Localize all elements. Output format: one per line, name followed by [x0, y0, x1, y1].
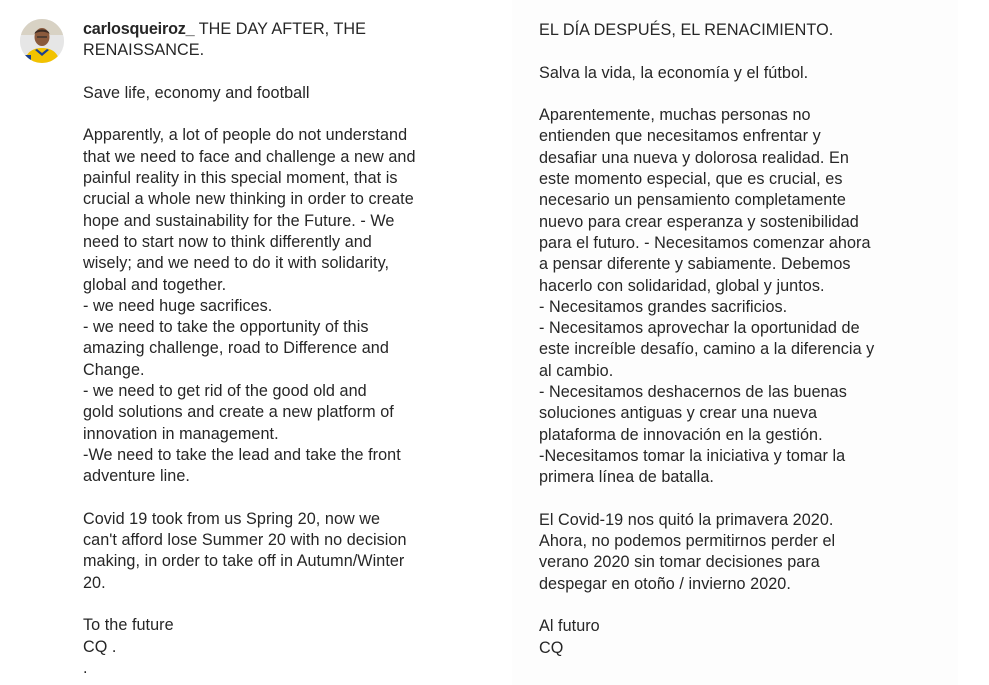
- text-line: plataforma de innovación en la gestión.: [539, 425, 823, 444]
- text-line: al cambio.: [539, 361, 614, 380]
- text-line: -We need to take the lead and take the front: [83, 445, 401, 464]
- text-line: verano 2020 sin tomar decisiones para: [539, 553, 820, 572]
- text-line: para el futuro. - Necesitamos comenzar ahora: [539, 233, 871, 252]
- english-caption-text: [83, 19, 461, 679]
- text-line: Save life, economy and football: [83, 83, 310, 102]
- text-line: gold solutions and create a new platform of: [83, 403, 394, 422]
- text-line: desafiar una nueva y dolorosa realidad. En: [539, 148, 849, 167]
- text-line: painful reality in this special moment, that is: [83, 169, 398, 188]
- text-line: - Necesitamos deshacernos de las buenas: [539, 383, 847, 402]
- text-line: Salva la vida, la economía y el fútbol.: [539, 63, 809, 82]
- right-margin: [958, 0, 989, 685]
- profile-avatar-icon: [20, 19, 64, 63]
- text-line: 20.: [83, 573, 106, 592]
- text-line: - Necesitamos grandes sacrificios.: [539, 297, 788, 316]
- text-line: - we need huge sacrifices.: [83, 296, 273, 315]
- text-line: Aparentemente, muchas personas no: [539, 106, 811, 125]
- text-line: adventure line.: [83, 467, 190, 486]
- text-line: crucial a whole new thinking in order to create: [83, 190, 414, 209]
- text-line: -Necesitamos tomar la iniciativa y tomar la: [539, 446, 846, 465]
- text-line: - Necesitamos aprovechar la oportunidad de: [539, 319, 860, 338]
- text-line: [539, 489, 939, 510]
- text-line: despegar en otoño / invierno 2020.: [539, 574, 791, 593]
- text-line: [539, 41, 939, 62]
- text-line: Covid 19 took from us Spring 20, now we: [83, 509, 381, 528]
- text-line: .: [83, 658, 88, 677]
- text-line: [539, 84, 939, 105]
- text-line: primera línea de batalla.: [539, 468, 714, 487]
- text-line: hacerlo con solidaridad, global y juntos.: [539, 276, 825, 295]
- text-line: wisely; and we need to do it with solidarity,: [83, 254, 390, 273]
- text-line: nuevo para crear esperanza y sostenibilidad: [539, 212, 859, 231]
- text-line: innovation in management.: [83, 424, 279, 443]
- panel-divider: [500, 0, 512, 685]
- profile-avatar[interactable]: [20, 19, 64, 63]
- text-line: that we need to face and challenge a new and: [83, 147, 416, 166]
- text-line: entienden que necesitamos enfrentar y: [539, 127, 821, 146]
- text-line: CQ .: [83, 637, 117, 656]
- text-line: making, in order to take off in Autumn/Winter: [83, 552, 405, 571]
- text-line: global and together.: [83, 275, 227, 294]
- spanish-translation-text: [539, 20, 939, 659]
- text-line: CQ: [539, 638, 564, 657]
- text-line: Al futuro: [539, 617, 600, 636]
- caption-title-part: THE DAY AFTER, THE: [194, 20, 367, 38]
- text-line: [83, 488, 461, 509]
- text-line: To the future: [83, 616, 174, 635]
- text-line: [539, 595, 939, 616]
- caption-first-line: [83, 19, 461, 40]
- text-line: El Covid-19 nos quitó la primavera 2020.: [539, 510, 834, 529]
- text-line: EL DÍA DESPUÉS, EL RENACIMIENTO.: [539, 21, 834, 39]
- text-line: amazing challenge, road to Difference and: [83, 339, 389, 358]
- text-line: este momento especial, que es crucial, es: [539, 170, 843, 189]
- text-line: Ahora, no podemos permitirnos perder el: [539, 532, 836, 551]
- text-line: RENAISSANCE.: [83, 41, 205, 60]
- text-line: - we need to get rid of the good old and: [83, 382, 367, 401]
- text-line: a pensar diferente y sabiamente. Debemos: [539, 255, 851, 274]
- text-line: hope and sustainability for the Future. - We: [83, 211, 395, 230]
- text-line: necesario un pensamiento completamente: [539, 191, 846, 210]
- spanish-translation-panel: [512, 0, 958, 685]
- text-line: Change.: [83, 360, 145, 379]
- text-line: [83, 594, 461, 615]
- text-line: can't afford lose Summer 20 with no decision: [83, 531, 407, 550]
- text-line: need to start now to think differently and: [83, 232, 372, 251]
- text-line: este increíble desafío, camino a la diferencia y: [539, 340, 875, 359]
- text-line: - we need to take the opportunity of this: [83, 318, 369, 337]
- text-line: [83, 104, 461, 125]
- text-line: [83, 62, 461, 83]
- text-line: Apparently, a lot of people do not understand: [83, 126, 408, 145]
- author-username[interactable]: carlosqueiroz_: [83, 20, 195, 38]
- text-line: soluciones antiguas y crear una nueva: [539, 404, 818, 423]
